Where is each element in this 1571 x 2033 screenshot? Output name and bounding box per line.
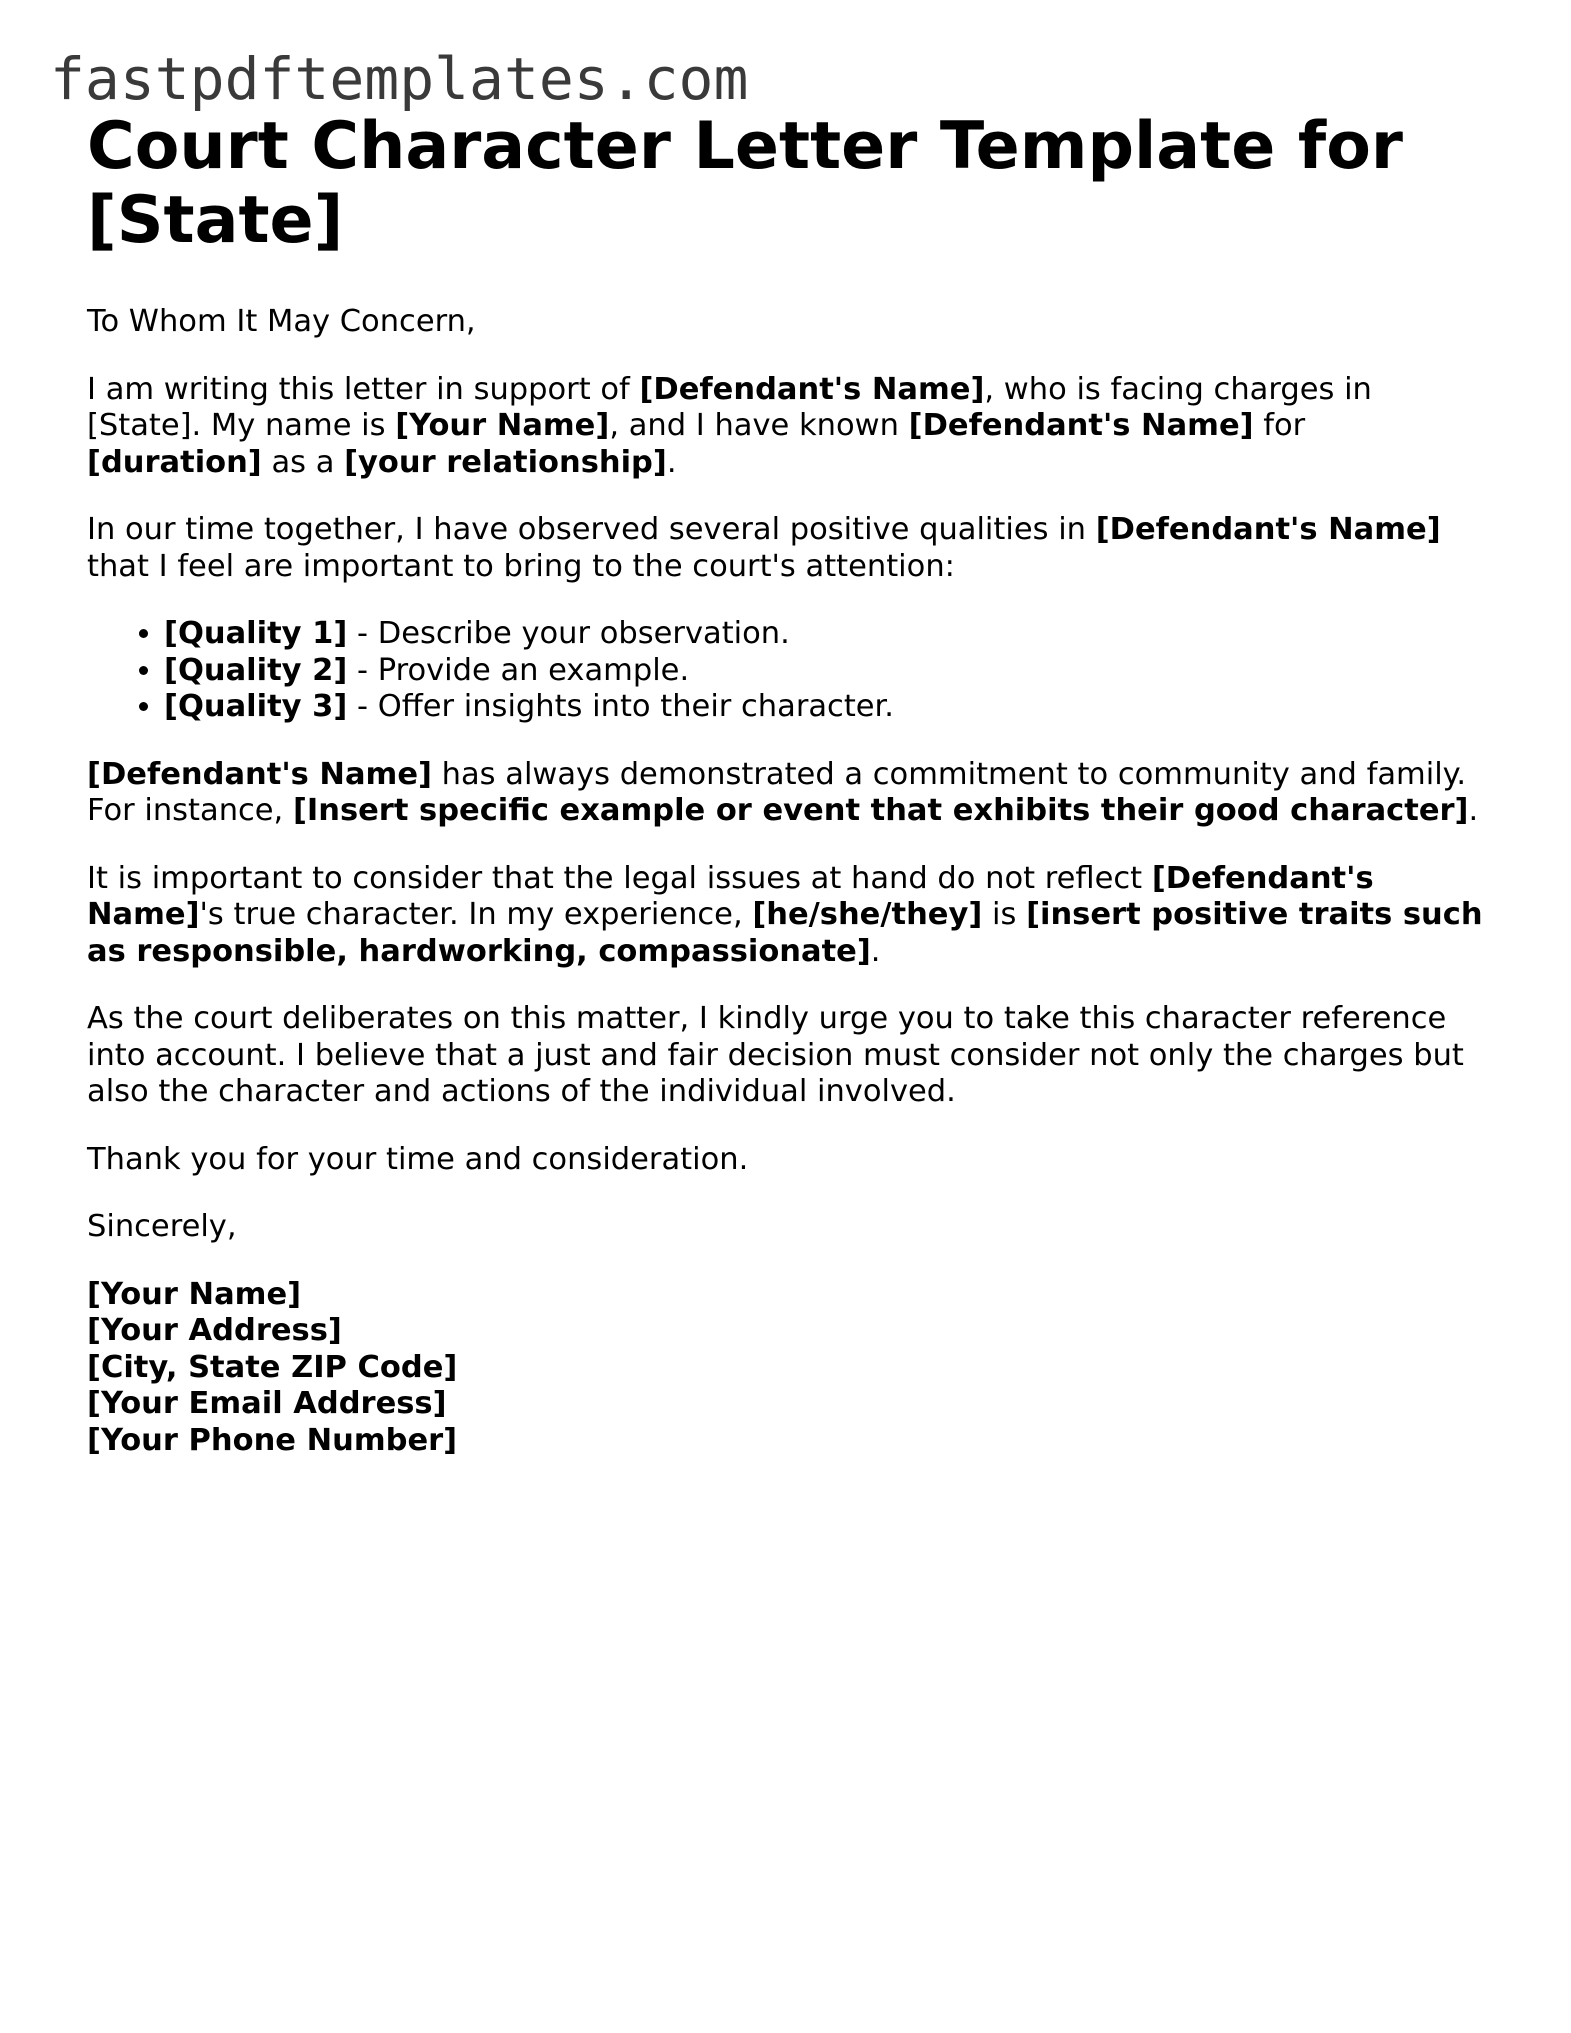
qualities-list [87,616,1487,726]
character-paragraph [87,861,1487,971]
letter-document [87,110,1487,1459]
signature-name: [Your Name] [87,1276,302,1312]
intro-text-5: as a [261,444,345,480]
list-item [164,689,1487,726]
quality-text: - Offer insights into their character. [347,689,894,724]
your-name-placeholder: [Your Name] [395,408,610,443]
defendant-name-placeholder: [Defendant's Name] [908,408,1254,443]
signature-block [87,1277,1487,1460]
commitment-text-2: . [1468,793,1479,828]
character-text-1: It is important to consider that the legal issues at hand do not reflect [87,860,1152,896]
commitment-paragraph [87,757,1487,830]
signature-email: [Your Email Address] [87,1386,447,1421]
signature-address: [Your Address] [87,1313,342,1348]
thanks-paragraph: Thank you for your time and consideration. [87,1141,749,1177]
character-text-4: . [870,933,881,969]
commitment-text-1: has always demonstrated a commitment to community and family. For instance, [87,756,1467,828]
duration-placeholder: [duration] [87,444,262,480]
intro-paragraph [87,372,1487,482]
intro-text-6: . [666,444,677,480]
watermark-text: fastpdftemplates.com [50,45,749,113]
quality-label: [Quality 2] [164,652,348,688]
salutation: To Whom It May Concern, [87,304,476,339]
quality-text: - Provide an example. [347,652,690,688]
intro-text-3: , and I have known [609,408,909,443]
deliberation-paragraph: As the court deliberates on this matter, I kindly urge you to take this character reference into account. I believe that a just and fair decision must consider not only the charges but also the character and actions of the individual involved. [87,1001,1464,1109]
qualities-intro-text-1: In our time together, I have observed several positive qualities in [87,512,1096,547]
defendant-name-placeholder: [Defendant's Name] [87,756,432,792]
closing: Sincerely, [87,1209,237,1244]
quality-label: [Quality 3] [164,689,348,724]
qualities-intro-paragraph [87,512,1487,585]
defendant-name-placeholder: [Defendant's Name] [87,860,1374,932]
page-title: Court Character Letter Template for [State] [87,109,1403,258]
qualities-intro-text-2: that I feel are important to bring to the court's attention: [87,548,955,584]
signature-phone: [Your Phone Number] [87,1422,458,1458]
intro-text-4: for [1253,408,1306,443]
defendant-name-placeholder: [Defendant's Name] [1095,512,1441,547]
quality-label: [Quality 1] [164,616,348,651]
defendant-name-placeholder: [Defendant's Name] [639,371,985,407]
traits-placeholder: [insert positive traits such as responsible, hardworking, compassionate] [87,897,1483,969]
intro-text-1: I am writing this letter in support of [87,371,640,407]
list-item [164,616,1487,653]
character-text-2: 's true character. In my experience, [199,897,753,932]
character-text-3: is [982,897,1027,932]
list-item [164,653,1487,690]
signature-city-state-zip: [City, State ZIP Code] [87,1349,458,1385]
relationship-placeholder: [your relationship] [344,444,667,480]
pronoun-placeholder: [he/she/they] [752,897,983,932]
intro-text-2: , who is facing charges in [State]. My name is [87,371,1372,443]
quality-text: - Describe your observation. [347,616,790,651]
example-placeholder: [Insert specific example or event that exhibits their good character] [292,793,1469,828]
